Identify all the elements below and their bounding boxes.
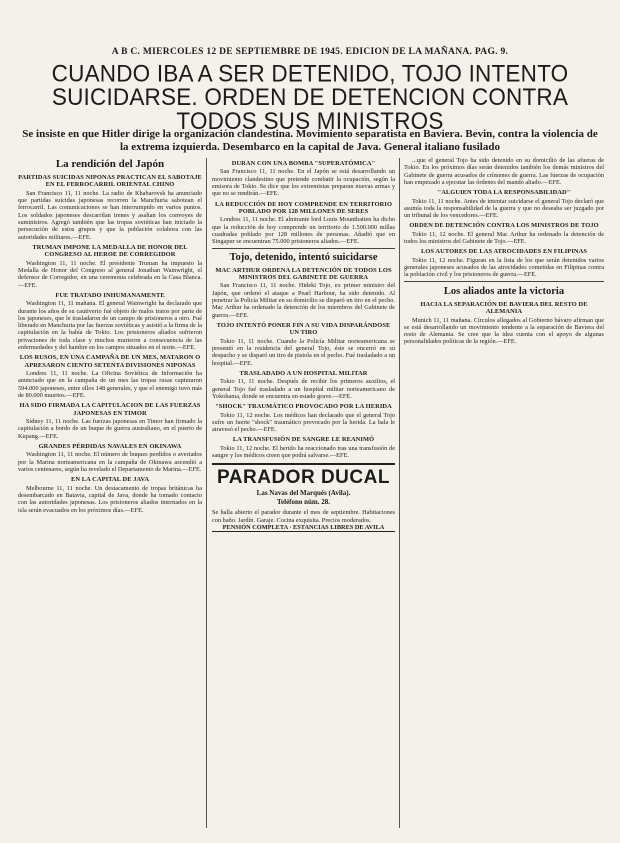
article-body: Tokio 11, 12 noche. El general Mac Arthur ha ordenado la detención de todos los ministros del Gabinete de Tojo.—EFE. — [404, 230, 604, 246]
ad-phone: Teléfono núm. 28. — [276, 498, 331, 507]
parador-advertisement — [212, 463, 395, 532]
article-headline: PARTIDAS SUICIDAS NIPONAS PRACTICAN EL SABOTAJE EN EL FERROCARRIL ORIENTAL CHINO — [18, 174, 202, 189]
ad-title: PARADOR DUCAL — [217, 467, 390, 489]
section-title: Tojo, detenido, intentó suicidarse — [229, 251, 378, 263]
article-body: Tokio 11, 11 noche. Antes de intentar suicidarse el general Tojo declaró que asumía toda la responsabilidad de la guerra y que no deseaba ser juzgado por un tribunal de los vencedores.—EFE. — [404, 197, 604, 220]
article-headline: LOS AUTORES DE LAS ATROCIDADES EN FILIPINAS — [420, 248, 587, 256]
article-body: Tokio 11, 11 noche. Cuando la Policía Militar norteamericana se presentó en la residencia del general Tojo, éste se encerró en su despacho y se disparó un tiro de pistola en el pecho. Fué trasladado a un hospital.—EFE. — [212, 337, 395, 367]
column-rule — [206, 158, 207, 828]
article-body: Sídney 11, 11 noche. Las fuerzas japonesas en Timor han firmado la capitulación a bordo de un buque de guerra australiano, en el puerto de Kupang.—EFE. — [18, 418, 202, 440]
article-body: Tokio 11, 11 noche. Después de recibir los primeros auxilios, el general Tojo fué trasladado a un hospital militar norteamericano de Yokohama, donde se encuentra en estado grave.—EFE. — [212, 378, 395, 400]
section-title: Los aliados ante la victoria — [443, 285, 565, 297]
article-headline: HACIA LA SEPARACIÓN DE BAVIERA DEL RESTO DE ALEMANIA — [420, 300, 588, 316]
article-headline: ORDEN DE DETENCIÓN CONTRA LOS MINISTROS DE TOJO — [409, 222, 599, 230]
article-headline: MAC ARTHUR ORDENA LA DETENCIÓN DE TODOS LOS MINISTROS DEL GABINETE DE GUERRA — [215, 266, 392, 281]
section-title: La rendición del Japón — [55, 158, 165, 170]
column-3 — [404, 157, 604, 833]
article-headline: "ALGUIEN TODA LA RESPONSABILIDAD" — [437, 189, 571, 197]
article-body: Munich 11, 11 mañana. Círculos allegados al Gobierno bávaro afirman que se está desarrollando un movimiento tendente a la separación de Baviera del resto de Alemania. Se cree que la idea cuenta con el apoyo de algunas personalidades políticas de la región.—EFE. — [404, 316, 604, 346]
article-body: Tokio 11, 12 noche. Figuran en la lista de los que serán detenidos varios generales japoneses acusados de las atrocidades cometidas en Filipinas contra la población civil y los prisioneros de guerra.—EFE. — [404, 256, 604, 279]
column-1 — [18, 157, 202, 833]
horizontal-rule — [212, 248, 395, 249]
main-headline: CUANDO IBA A SER DETENIDO, TOJO INTENTO SUICIDARSE. ORDEN DE DETENCION CONTRA TODOS SUS MINISTROS — [51, 59, 569, 135]
ad-subtitle: Las Navas del Marqués (Avila). — [256, 489, 351, 498]
article-body: Washington 11, 11 noche. El número de buques perdidos o averiados por la Marina norteamericana en la campaña de Okinawa ascendió a varios centenares, según ha revelado el Departamento de Marina.—EFE. — [18, 451, 202, 474]
article-headline: LA REDUCCIÓN DE HOY COMPRENDE EN TERRITORIO POBLADO POR 128 MILLONES DE SERES — [214, 200, 393, 215]
article-body: Melbourne 11, 11 noche. Un destacamento de tropas británicas ha desembarcado en Batavia, capital de Java, donde ha tomado contacto con las autoridades japonesas. Los prisioneros aliados internados en la isla serán evacuados en los próximos días.—EFE. — [18, 484, 202, 514]
article-body: Londres 11, 11 noche. El almirante lord Louis Mountbatten ha dicho que la reducción de hoy comprende un territorio de 1.500.000 millas cuadradas poblado por 128 millones de personas. Añadió que en Singapur se encuentran 75.000 prisioneros aliados.—EFE. — [212, 216, 395, 246]
article-headline: EN LA CAPITAL DE JAVA — [70, 476, 150, 484]
subheadline: Se insiste en que Hitler dirige la organización clandestina. Movimiento separatista en Baviera. Bevin, contra la violencia de la extrema izquierda. Desembarco en la capital de Java. General italiano fusilado — [22, 128, 598, 153]
article-headline: LA TRANSFUSIÓN DE SANGRE LE REANIMÓ — [232, 436, 375, 444]
article-body: ...que el general Tojo ha sido detenido en su domicilio de las afueras de Tokio. En los próximos días serán detenidos también los demás ministros del Gabinete de guerra acusados de crímenes de guerra. Las fuerzas de ocupación han empezado a ejecutar las órdenes del mando aliado.—EFE. — [404, 157, 604, 186]
article-headline: GRANDES PÉRDIDAS NAVALES EN OKINAWA — [38, 443, 182, 451]
article-body: San Francisco 11, 11 noche. La radio de Khabarovsk ha anunciado que partidas suicidas japonesas recorren la Manchuria sabotean el ferrocarril. Las comunicaciones se han interrumpido en varios puntos. Los soldados japoneses descarrilan trenes y asaltan los convoyes de suministros. Agregó también que las tropas soviéticas han iniciado la persecución de estos grupos y que la población colabora con las autoridades militares.—EFE. — [18, 189, 202, 241]
horizontal-rule — [404, 281, 604, 282]
article-headline: TOJO INTENTÓ PONER FIN A SU VIDA DISPARÁNDOSE UN TIRO — [216, 321, 391, 337]
article-headline: HA SIDO FIRMADA LA CAPITULACION DE LAS FUERZAS JAPONESAS EN TIMOR — [19, 402, 201, 417]
article-body: Washington 11, 11 mañana. El general Wainwright ha declarado que durante los años de su cautiverio fué objeto de malos tratos por parte de los japoneses, que le trasladaron de un campo de prisioneros a otro. Fué liberado en Manchuria por las fuerzas soviéticas y asistió a la firma de la capitulación en la bahía de Tokio. Los prisioneros aliados sufrieron privaciones de toda clase y muchos murieron a consecuencia de las enfermedades y del hambre en los campos situados en el norte.—EFE. — [18, 300, 202, 352]
article-headline: "SHOCK" TRAUMÁTICO PROVOCADO POR LA HERIDA — [215, 403, 392, 411]
article-headline: DURAN CON UNA BOMBA "SUPERATÓMICA" — [231, 160, 376, 167]
article-headline: TRASLADADO A UN HOSPITAL MILITAR — [239, 369, 368, 377]
ad-caption: PENSIÓN COMPLETA · ESTANCIAS LIBRES DE AVILA — [222, 524, 385, 532]
article-headline: FUE TRATADO INHUMANAMENTE — [55, 291, 165, 299]
article-body: San Francisco 11, 11 noche. En el Japón se está desarrollando un movimiento clandestino que pretende combatir la ocupación, según la emisora de Tokio. Se dice que los extremistas preparan nuevas armas y que no se rendirán.—EFE. — [212, 168, 395, 198]
article-headline: LOS RUSOS, EN UNA CAMPAÑA DE UN MES, MATARON O APRESARON CIENTO SETENTA DIVISIONES NIPONAS — [19, 354, 201, 369]
column-2 — [212, 157, 395, 833]
column-rule — [399, 158, 400, 828]
article-body: Tokio 11, 12 noche. El herido ha reaccionado tras una transfusión de sangre y los médicos creen que podrá salvarse.—EFE. — [212, 444, 395, 460]
ad-body: Se halla abierto el parador durante el mes de septiembre. Habitaciones con baño. Jardín. Garaje. Cocina exquisita. Precios moderados. — [212, 509, 395, 524]
article-body: Londres 11, 11 noche. La Oficina Soviética de Información ha anunciado que en la campaña de un mes las tropas rusas capturaron 594.000 japoneses, entre ellos 148 generales, y que el enemigo tuvo más de 80.000 muertos.—EFE. — [18, 370, 202, 400]
article-body: Washington 11, 11 noche. El presidente Truman ha impuesto la Medalla de Honor del Congreso al general Jonathan Wainwright, el defensor de Corregidor, en una ceremonia celebrada en la Casa Blanca.—EFE. — [18, 259, 202, 289]
article-body: San Francisco 11, 11 noche. Hideki Tojo, ex primer ministro del Japón, que ordenó el ataque a Pearl Harbour, ha sido detenido. Al penetrar la Policía Militar en su domicilio se disparó un tiro en el pecho. Mac Arthur ha ordenado la detención de los miembros del Gabinete de guerra.—EFE. — [212, 282, 395, 319]
article-headline: TRUMAN IMPONE LA MEDALLA DE HONOR DEL CONGRESO AL HEROE DE CORREGIDOR — [32, 243, 188, 259]
article-body: Tokio 11, 12 noche. Los médicos han declarado que el general Tojo sufre un fuerte "shock" traumático provocado por la herida. La bala le atravesó el pecho.—EFE. — [212, 411, 395, 434]
running-header: A B C. MIERCOLES 12 DE SEPTIEMBRE DE 1945. EDICION DE LA MAÑANA. PAG. 9. — [111, 47, 509, 57]
